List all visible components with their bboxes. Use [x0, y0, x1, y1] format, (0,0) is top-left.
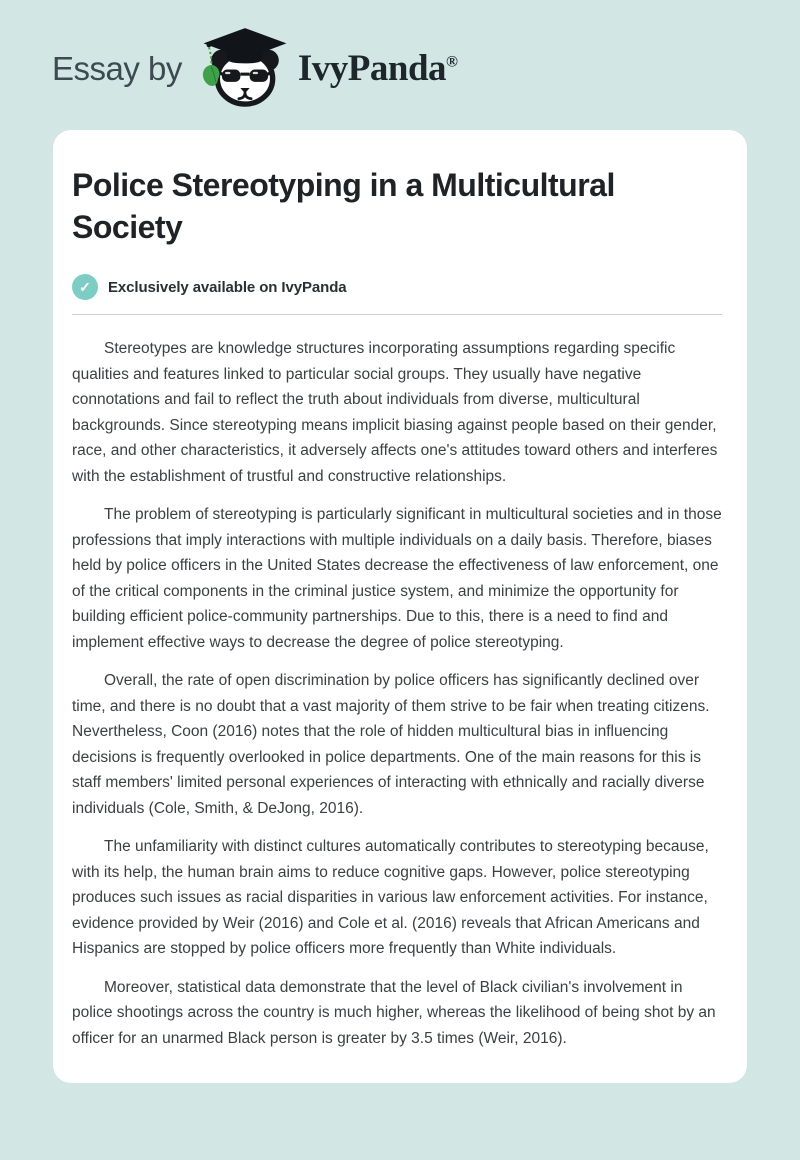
site-header [0, 0, 800, 130]
panda-graduate-icon [198, 25, 292, 111]
registered-trademark-symbol: ® [446, 53, 458, 71]
essay-paragraph: Overall, the rate of open discrimination by police officers has significantly declined over time, and there is no doubt that a vast majority of them strive to be fair when treating citizens. Nevertheless, Coon (2016) notes that the role of hidden multicultural bias in influencing decisions is frequently overlooked in police departments. One of the main reasons for this is staff members' limited personal experiences of interacting with ethnically and racially diverse individuals (Cole, Smith, & DeJong, 2016). [72, 672, 710, 817]
brand-name: IvyPanda [297, 47, 447, 89]
availability-row [72, 274, 722, 300]
divider [72, 314, 722, 315]
essay-by-label: Essay by [52, 49, 182, 87]
ivypanda-logo-link[interactable] [198, 25, 458, 111]
essay-paragraph: The problem of stereotyping is particularly significant in multicultural societies and in those professions that imply interactions with multiple individuals on a daily basis. Therefore, biases held by police officers in the United States decrease the effectiveness of law enforcement, one of the critical components in the criminal justice system, and minimize the opportunity for building efficient police-community partnerships. Due to this, there is a need to find and implement effective ways to decrease the degree of police stereotyping. [72, 506, 722, 651]
page-title: Police Stereotyping in a Multicultural Society [72, 167, 615, 245]
essay-card [53, 130, 747, 1083]
essay-paragraph: Stereotypes are knowledge structures incorporating assumptions regarding specific qualities and features linked to particular social groups. They usually have negative connotations and fail to reflect the truth about individuals from diverse, multicultural backgrounds. Since stereotyping means implicit biasing against people based on their gender, race, and other characteristics, it adversely affects one's attitudes toward others and interferes with the establishment of trustful and constructive relationships. [72, 340, 718, 485]
essay-paragraph: The unfamiliarity with distinct cultures automatically contributes to stereotyping because, with its help, the human brain aims to reduce cognitive gaps. However, police stereotyping produces such issues as racial disparities in various law enforcement activities. For instance, evidence provided by Weir (2016) and Cole et al. (2016) reveals that African Americans and Hispanics are stopped by police officers more frequently than White individuals. [72, 838, 709, 957]
availability-note: Exclusively available on IvyPanda [108, 278, 347, 296]
essay-paragraph: Moreover, statistical data demonstrate that the level of Black civilian's involvement in police shootings across the country is much higher, whereas the likelihood of being shot by an officer for an unarmed Black person is greater by 3.5 times (Weir, 2016). [72, 978, 716, 1047]
brand-wordmark [297, 47, 458, 89]
check-circle-icon: ✓ [72, 274, 98, 300]
essay-body [72, 336, 722, 1051]
